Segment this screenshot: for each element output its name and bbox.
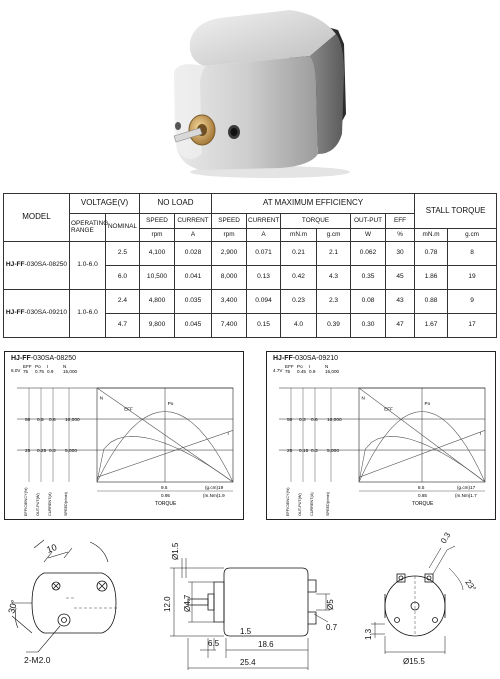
unit-amp: A [175, 229, 212, 242]
table-cell: 0.045 [175, 314, 212, 338]
table-cell: 47 [386, 314, 415, 338]
header-label: Po [35, 364, 41, 369]
table-cell: 0.42 [281, 266, 317, 290]
curve-label: N [361, 395, 365, 401]
tick-label: 0.6 [49, 418, 56, 424]
dim-25-4: 25.4 [240, 658, 256, 667]
tick-label: 8.5 [418, 485, 425, 490]
tick-label: 50 [287, 418, 293, 424]
table-cell: 0.21 [281, 242, 317, 266]
tick-label: 0.45 [297, 369, 306, 374]
table-cell: 4.0 [281, 314, 317, 338]
header-no-load: NO LOAD [140, 194, 212, 214]
tick-label: 0.3 [311, 449, 318, 455]
table-cell: 0.062 [351, 242, 386, 266]
header-label: I [309, 364, 311, 369]
chart-title: HJ-FF-030SA-09210 [273, 355, 338, 362]
unit-mnm: mN.m [281, 229, 317, 242]
header-operating-range: OPERATING RANGE [70, 214, 106, 242]
table-cell: 43 [386, 290, 415, 314]
axis-label: SPEED(r/min) [64, 492, 68, 516]
chart-canvas [267, 364, 495, 519]
tick-label: 0.9 [309, 369, 316, 374]
tick-label: 25 [287, 449, 293, 455]
tick-label: (g.cm)17 [457, 485, 476, 490]
dim-12: 12.0 [163, 596, 172, 612]
tick-label: 15,000 [325, 369, 340, 374]
header-speed: SPEED [212, 214, 247, 229]
tick-label: 5,000 [65, 449, 78, 455]
tick-label: 50 [25, 418, 31, 424]
tick-label: 10,000 [327, 418, 342, 424]
header-torque: TORQUE [281, 214, 351, 229]
table-cell: 0.39 [317, 314, 351, 338]
table-cell: 0.094 [247, 290, 281, 314]
curve-label: N [99, 395, 104, 401]
table-cell: 7,400 [212, 314, 247, 338]
axis-label: OUT-PUT(W) [298, 493, 302, 516]
unit-mnm: mN.m [415, 229, 448, 242]
table-cell: 0.23 [281, 290, 317, 314]
dim-10: 10 [45, 542, 59, 555]
table-cell: 4,800 [140, 290, 175, 314]
table-cell: 17 [448, 314, 497, 338]
header-label: EFF [23, 364, 32, 369]
dim-phi1-5: Ø1.5 [171, 542, 180, 560]
table-cell: 4.7 [106, 314, 140, 338]
unit-rpm: rpm [140, 229, 175, 242]
operating-range: 1.0-6.0 [70, 242, 106, 290]
voltage-label: 4.7V [273, 368, 283, 373]
axis-label: SPEED(r/min) [326, 492, 330, 516]
tick-label: 0.75 [35, 369, 44, 374]
x-axis-title: TORQUE [412, 501, 434, 507]
unit-amp: A [247, 229, 281, 242]
table-cell: 0.071 [247, 242, 281, 266]
tick-label: 75 [285, 369, 291, 374]
tick-label: 25 [25, 449, 31, 455]
table-cell: 0.035 [175, 290, 212, 314]
header-label: N [63, 364, 67, 369]
tick-label: 15,000 [63, 369, 78, 374]
table-cell: 8 [448, 242, 497, 266]
tick-label: 9.5 [161, 485, 168, 490]
axis-label: CURRENT(A) [310, 492, 314, 516]
table-cell: 3,400 [212, 290, 247, 314]
tick-label: (m.Nm)1.9 [203, 493, 225, 498]
tick-label: 0.3 [299, 418, 306, 424]
tick-label: 0.25 [37, 449, 47, 455]
header-voltage: VOLTAGE(V) [70, 194, 140, 214]
table-cell: 19 [448, 266, 497, 290]
header-current: CURRENT [247, 214, 281, 229]
tick-label: 5,000 [327, 449, 340, 455]
tick-label: (m.Nm)1.7 [455, 493, 477, 498]
spec-table [3, 193, 497, 338]
tick-label: 0.85 [418, 493, 427, 498]
table-cell: 2,900 [212, 242, 247, 266]
curve-label: EFF [124, 406, 133, 412]
table-cell: 0.15 [247, 314, 281, 338]
header-nominal: NOMINAL [106, 214, 140, 242]
header-stall-torque: STALL TORQUE [415, 194, 497, 229]
dim-18-6: 18.6 [258, 640, 274, 649]
dim-0-3: 0.3 [438, 530, 453, 545]
table-cell: 0.028 [175, 242, 212, 266]
table-cell: 8,000 [212, 266, 247, 290]
header-label: N [325, 364, 329, 369]
dim-phi15-5: Ø15.5 [403, 657, 425, 666]
tick-label: (g.cm)19 [205, 485, 224, 490]
axis-label: EFFICIENCY(%) [286, 487, 290, 516]
unit-gcm: g.cm [317, 229, 351, 242]
dim-1-5: 1.5 [240, 627, 252, 636]
dim-6-5: 6.5 [208, 639, 220, 648]
tick-label: 0.5 [37, 418, 44, 424]
dim-30deg: 30° [6, 598, 20, 615]
header-output: OUT-PUT [351, 214, 386, 229]
voltage-label: 6.0V [11, 368, 21, 373]
tick-label: 0.95 [161, 493, 170, 498]
operating-range: 1.0-6.0 [70, 290, 106, 338]
header-current: CURRENT [175, 214, 212, 229]
dim-23deg: 23° [463, 577, 478, 594]
tick-label: 0.3 [49, 449, 56, 455]
front-view-drawing [4, 528, 134, 673]
dim-0-7: 0.7 [326, 623, 338, 632]
unit-rpm: rpm [212, 229, 247, 242]
table-cell: 6.0 [106, 266, 140, 290]
header-speed: SPEED [140, 214, 175, 229]
table-cell: 2.5 [106, 242, 140, 266]
header-model: MODEL [4, 194, 70, 242]
dim-phi5: Ø5 [326, 599, 335, 610]
tick-label: 75 [23, 369, 29, 374]
table-cell: 9,800 [140, 314, 175, 338]
dim-phi4-7: Ø4.7 [183, 594, 192, 612]
tick-label: 0.15 [299, 449, 309, 455]
motor-photo [160, 4, 360, 184]
table-cell: 2.1 [317, 242, 351, 266]
table-cell: 2.3 [317, 290, 351, 314]
axis-label: EFFICIENCY(%) [24, 487, 28, 516]
performance-chart-09210 [266, 351, 496, 520]
table-cell: 30 [386, 242, 415, 266]
table-cell: 4.3 [317, 266, 351, 290]
tick-label: 10,000 [65, 418, 80, 424]
performance-chart-08250 [4, 351, 244, 520]
tick-label: 0.6 [311, 418, 318, 424]
unit-watt: W [351, 229, 386, 242]
table-cell: 0.13 [247, 266, 281, 290]
table-cell: 9 [448, 290, 497, 314]
model-name: HJ-FF-030SA-09210 [4, 290, 70, 338]
chart-canvas [5, 364, 243, 519]
side-view-drawing [130, 528, 345, 676]
unit-gcm: g.cm [448, 229, 497, 242]
curve-label: Po [424, 400, 431, 406]
header-label: Po [297, 364, 303, 369]
header-eff: EFF [386, 214, 415, 229]
table-cell: 4,100 [140, 242, 175, 266]
table-cell: 1.86 [415, 266, 448, 290]
axis-label: CURRENT(A) [48, 492, 52, 516]
x-axis-title: TORQUE [155, 501, 177, 507]
dim-1-3: 1.3 [364, 628, 373, 640]
header-max-efficiency: AT MAXIMUM EFFICIENCY [212, 194, 415, 214]
axis-label: OUT-PUT(W) [36, 493, 40, 516]
model-name: HJ-FF-030SA-08250 [4, 242, 70, 290]
chart-title: HJ-FF-030SA-08250 [11, 355, 76, 362]
table-cell: 10,500 [140, 266, 175, 290]
table-cell: 1.67 [415, 314, 448, 338]
table-cell: 0.35 [351, 266, 386, 290]
curve-label: EFF [384, 406, 393, 412]
table-cell: 0.78 [415, 242, 448, 266]
rear-view-drawing [345, 528, 497, 673]
table-cell: 0.08 [351, 290, 386, 314]
dim-2-m2: 2-M2.0 [24, 655, 51, 665]
curve-label: I [227, 431, 229, 436]
table-cell: 0.041 [175, 266, 212, 290]
unit-percent: % [386, 229, 415, 242]
header-label: I [47, 364, 49, 369]
table-cell: 45 [386, 266, 415, 290]
curve-label: Po [167, 400, 174, 406]
table-cell: 2.4 [106, 290, 140, 314]
header-label: EFF [285, 364, 294, 369]
tick-label: 0.9 [47, 369, 54, 374]
table-cell: 0.88 [415, 290, 448, 314]
curve-label: I [479, 431, 482, 436]
table-cell: 0.30 [351, 314, 386, 338]
